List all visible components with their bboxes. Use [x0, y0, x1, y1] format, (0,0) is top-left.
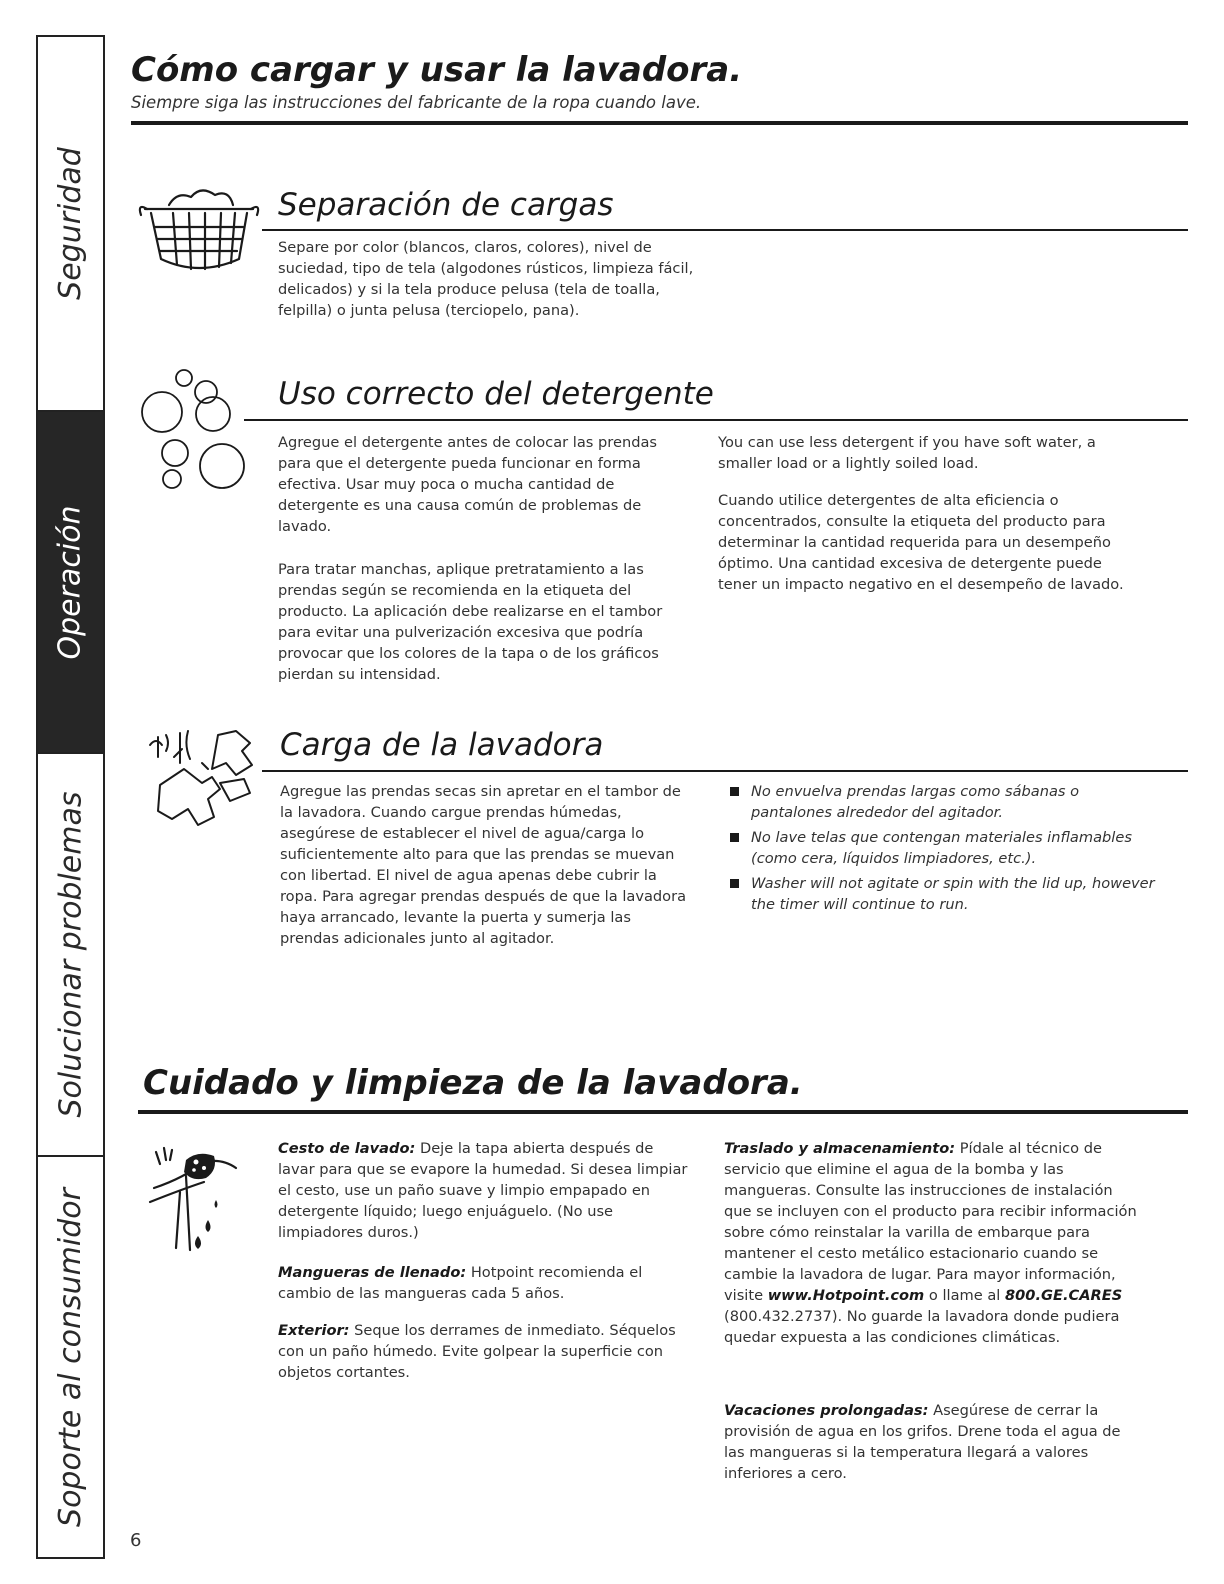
tab-seguridad[interactable] — [38, 37, 103, 412]
detergente-paragraph-4: Cuando utilice detergentes de alta eficiencia o concentrados, consulte la etiqueta del producto para determinar la cantidad requerida para un desempeño óptimo. Una cantidad excesiva de detergente puede tener un impacto negativo en el desempeño de lavado. — [718, 492, 1124, 593]
cuidado-rule — [138, 1110, 1188, 1114]
list-item: No envuelva prendas largas como sábanas o pantalones alrededor del agitador. — [728, 781, 1158, 823]
detergente-paragraph-3: You can use less detergent if you have soft water, a smaller load or a lightly soiled load. — [718, 434, 1096, 472]
detergente-paragraph-2: Para tratar manchas, aplique pretratamiento a las prendas según se recomienda en la etiqueta del producto. La aplicación debe realizarse en el tambor para evitar una pulverización excesiva que podría provocar que los colores de la tapa o de los gráficos pierdan su intensidad. — [278, 561, 663, 683]
page-number: 6 — [130, 1530, 142, 1551]
bubbles-icon — [138, 366, 248, 496]
section-rule — [262, 770, 1188, 772]
tab-soporte-al-consumidor[interactable] — [38, 1157, 103, 1557]
tab-label: Solucionar problemas — [53, 791, 89, 1118]
tab-solucionar-problemas[interactable] — [38, 754, 103, 1157]
carga-paragraph: Agregue las prendas secas sin apretar en el tambor de la lavadora. Cuando cargue prendas húmedas, asegúrese de establecer el nivel de agua/carga lo suficientemente alto para que las prendas se muevan con libertad. El nivel de agua apenas debe cubrir la ropa. Para agregar prendas después de que la lavadora haya arrancado, levante la puerta y sumerja las prendas adicionales junto al agitador. — [280, 783, 687, 947]
tab-operacion[interactable] — [38, 412, 103, 754]
cesto-lead: Cesto de lavado: — [278, 1140, 416, 1157]
tab-label: Operación — [53, 504, 88, 660]
vacaciones-paragraph: Vacaciones prolongadas: Asegúrese de cerrar la provisión de agua en los grifos. Drene toda el agua de las mangueras si la temperatura llegará a valores inferiores a cero. — [724, 1402, 1121, 1482]
cesto-paragraph: Cesto de lavado: Deje la tapa abierta después de lavar para que se evapore la humedad. Si desea limpiar el cesto, use un paño suave y limpio empapado en detergente líquido; luego enjuáguelo. (No use limpiadores duros.) — [278, 1140, 688, 1241]
section-rule — [262, 229, 1188, 231]
section-title-cuidado: Cuidado y limpieza de la lavadora. — [143, 1063, 803, 1103]
tab-label: Soporte al consumidor — [53, 1187, 88, 1527]
laundry-basket-icon — [137, 183, 261, 273]
vacaciones-lead: Vacaciones prolongadas: — [724, 1402, 929, 1419]
traslado-paragraph: Traslado y almacenamiento: Pídale al técnico de servicio que elimine el agua de la bomba y las mangueras. Consulte las instrucciones de instalación que se incluyen con el producto para recibir información sobre cómo reinstalar la varilla de embarque para mantener el cesto metálico estacionario cuando se cambie la lavadora de lugar. Para mayor información, visite www.Hotpoint.com o llame al 800.GE.CARES (800.432.2737). No guarde la lavadora donde pudiera quedar expuesta a las condiciones climáticas. — [724, 1140, 1137, 1346]
separacion-paragraph: Separe por color (blancos, claros, colores), nivel de suciedad, tipo de tela (algodones rústicos, limpieza fácil, delicados) y si la tela produce pelusa (tela de toalla, felpilla) o junta pelusa (terciopelo, pana). — [278, 239, 694, 319]
list-item: Washer will not agitate or spin with the lid up, however the timer will continue to run. — [728, 873, 1158, 915]
bullet-square-icon — [730, 833, 739, 842]
hotpoint-link[interactable]: www.Hotpoint.com — [767, 1287, 925, 1304]
traslado-lead: Traslado y almacenamiento: — [724, 1140, 956, 1157]
page-title: Cómo cargar y usar la lavadora. — [131, 50, 743, 90]
bullet-square-icon — [730, 787, 739, 796]
list-item: No lave telas que contengan materiales inflamables (como cera, líquidos limpiadores, etc.). — [728, 827, 1158, 869]
section-title-carga: Carga de la lavadora — [280, 727, 604, 763]
mangueras-lead: Mangueras de llenado: — [278, 1264, 467, 1281]
bullet-square-icon — [730, 879, 739, 888]
carga-bullet-list — [728, 781, 1158, 919]
page-subtitle: Siempre siga las instrucciones del fabricante de la ropa cuando lave. — [131, 93, 702, 112]
sponge-cleaning-icon — [146, 1142, 258, 1254]
detergente-paragraph-1: Agregue el detergente antes de colocar las prendas para que el detergente pueda funcionar en forma efectiva. Usar muy poca o mucha cantidad de detergente es una causa común de problemas de lavado. — [278, 434, 658, 535]
exterior-lead: Exterior: — [278, 1322, 350, 1339]
clothes-icon — [140, 727, 270, 837]
ge-cares-phone: 800.GE.CARES — [1004, 1287, 1123, 1304]
mangueras-paragraph: Mangueras de llenado: Hotpoint recomienda el cambio de las mangueras cada 5 años. — [278, 1264, 643, 1302]
section-title-detergente: Uso correcto del detergente — [278, 376, 714, 412]
tab-label: Seguridad — [53, 147, 89, 300]
section-title-separacion: Separación de cargas — [278, 187, 614, 223]
title-rule — [131, 121, 1188, 125]
sidebar-tabs — [36, 35, 105, 1559]
section-rule — [244, 419, 1188, 421]
exterior-paragraph: Exterior: Seque los derrames de inmediato. Séquelos con un paño húmedo. Evite golpear la superficie con objetos cortantes. — [278, 1322, 676, 1381]
